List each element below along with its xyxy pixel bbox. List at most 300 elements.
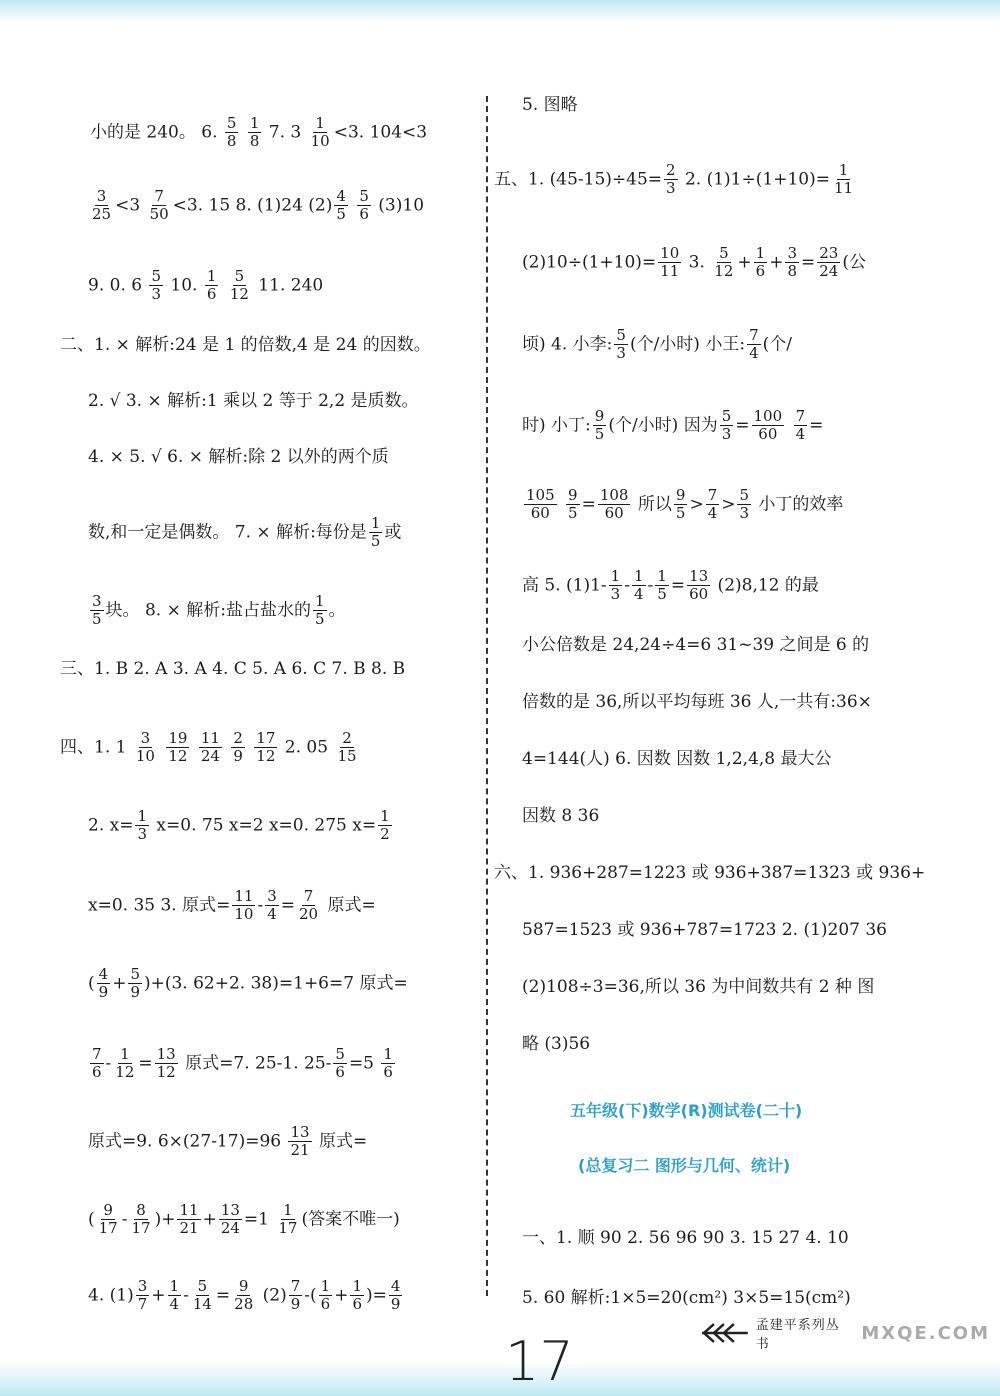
answer-line xyxy=(88,593,346,629)
fraction xyxy=(389,1278,403,1314)
fraction-numerator: 1 xyxy=(320,1277,331,1295)
fraction-numerator: 9 xyxy=(675,486,686,504)
fraction-denominator: 6 xyxy=(352,1295,363,1314)
fraction-denominator: 8 xyxy=(787,262,797,281)
answer-line xyxy=(494,865,925,882)
fraction-numerator: 1 xyxy=(610,567,621,585)
fraction-denominator: 3 xyxy=(616,344,626,363)
fraction-numerator: 3 xyxy=(96,187,107,205)
answer-text: 顷) 4. 小李: xyxy=(522,334,613,355)
answer-text: 原式=7. 25-1. 25- xyxy=(179,1053,332,1074)
answer-text: (个/小时) 因为 xyxy=(608,415,718,436)
answer-text: 三、1. B 2. A 3. A 4. C 5. A 6. C 7. B 8. B xyxy=(60,659,406,679)
fraction-denominator: 21 xyxy=(179,1219,199,1238)
fraction-numerator: 1 xyxy=(206,267,217,285)
answer-text: = xyxy=(215,1285,231,1306)
answer-text: 数,和一定是偶数。 7. × 解析:每份是 xyxy=(88,522,367,543)
fraction-denominator: 3 xyxy=(721,425,732,444)
fraction-numerator: 7 xyxy=(749,326,759,344)
answer-line xyxy=(88,888,376,924)
answer-text: = xyxy=(800,252,816,273)
answer-text: 因数 8 36 xyxy=(522,806,600,826)
fraction-denominator: 5 xyxy=(675,504,686,523)
fraction xyxy=(265,888,279,924)
fraction-denominator: 15 xyxy=(337,747,357,766)
answer-text xyxy=(191,737,196,757)
fraction xyxy=(90,188,113,224)
fraction-numerator: 7 xyxy=(707,486,718,504)
answer-text: 原式= xyxy=(313,1131,368,1152)
fraction-denominator: 4 xyxy=(633,585,644,604)
fraction-numerator: 1 xyxy=(315,114,325,132)
fraction-denominator: 11 xyxy=(660,262,680,281)
fraction xyxy=(276,1202,299,1238)
fraction xyxy=(148,188,171,224)
fraction-denominator: 4 xyxy=(267,905,277,924)
answer-text: 或 xyxy=(384,522,402,543)
fraction xyxy=(309,115,332,151)
answer-line xyxy=(522,568,819,604)
answer-line xyxy=(60,661,405,678)
answer-line xyxy=(88,393,419,410)
fraction xyxy=(737,487,751,523)
fraction-denominator: 8 xyxy=(226,132,237,151)
review-subtitle: (总复习二 图形与几何、统计) xyxy=(578,1156,791,1175)
fraction-denominator: 24 xyxy=(220,1219,240,1238)
fraction-denominator: 5 xyxy=(370,532,381,551)
answer-text: 原式= xyxy=(322,895,376,916)
fraction-denominator: 60 xyxy=(758,425,778,444)
watermark: MXQE.COM xyxy=(861,1322,990,1344)
answer-line xyxy=(88,966,408,1002)
answer-text: 4. (1) xyxy=(88,1285,134,1306)
fraction-denominator: 14 xyxy=(192,1295,212,1314)
answer-text: 六、1. 936+287=1223 或 936+387=1323 或 936+ xyxy=(494,863,926,883)
fraction-numerator: 13 xyxy=(290,1123,310,1141)
fraction-numerator: 19 xyxy=(168,729,188,747)
fraction xyxy=(205,268,219,304)
fraction-numerator: 17 xyxy=(256,729,276,747)
answer-text: 倍数的是 36,所以平均每班 36 人,一共有:36× xyxy=(522,692,872,712)
fraction-numerator: 3 xyxy=(787,244,797,262)
fraction-numerator: 1 xyxy=(169,1277,180,1295)
fraction-denominator: 24 xyxy=(819,262,839,281)
fraction xyxy=(752,408,785,444)
fraction xyxy=(712,245,735,281)
fraction-numerator: 5 xyxy=(335,1045,345,1063)
fraction-denominator: 3 xyxy=(666,179,676,198)
fraction xyxy=(706,487,720,523)
fraction-numerator: 4 xyxy=(390,1277,401,1295)
fraction-numerator: 105 xyxy=(526,486,555,504)
fraction-numerator: 10 xyxy=(660,244,680,262)
answer-text xyxy=(247,737,252,757)
fraction xyxy=(90,1046,104,1082)
answer-line xyxy=(522,808,599,825)
answer-line xyxy=(522,245,866,281)
answer-text: + xyxy=(151,1285,166,1306)
answer-line xyxy=(88,808,394,844)
fraction-numerator: 2 xyxy=(666,161,676,179)
answer-line xyxy=(522,1036,590,1053)
fraction-numerator: 5 xyxy=(234,267,245,285)
answer-line xyxy=(88,449,389,466)
fraction-denominator: 24 xyxy=(200,747,220,766)
fraction-numerator: 1 xyxy=(838,161,849,179)
answer-line xyxy=(522,1230,849,1247)
fraction-denominator: 12 xyxy=(714,262,734,281)
fraction-numerator: 1 xyxy=(120,1045,130,1063)
fraction-numerator: 23 xyxy=(819,244,839,262)
fraction xyxy=(248,115,262,151)
fraction-numerator: 7 xyxy=(92,1045,102,1063)
answer-line xyxy=(522,922,887,939)
fraction xyxy=(720,408,734,444)
fraction-denominator: 8 xyxy=(249,132,260,151)
fraction-numerator: 13 xyxy=(220,1201,240,1219)
fraction xyxy=(381,1046,395,1082)
fraction-denominator: 9 xyxy=(233,747,243,766)
answer-text: - xyxy=(183,1285,189,1306)
answer-text: - xyxy=(121,1209,128,1230)
fraction-numerator: 3 xyxy=(137,1277,148,1295)
answer-text: - xyxy=(257,895,264,916)
fraction xyxy=(168,1278,182,1314)
fraction-numerator: 5 xyxy=(739,486,750,504)
fraction xyxy=(817,245,840,281)
answer-text: 五、1. (45-15)÷45= xyxy=(494,169,663,190)
answer-text: = xyxy=(138,1053,153,1074)
fraction xyxy=(609,568,623,604)
answer-line xyxy=(88,515,401,551)
answer-line xyxy=(88,1046,397,1082)
fraction-numerator: 3 xyxy=(92,592,102,610)
fraction-denominator: 9 xyxy=(390,1295,401,1314)
fraction-denominator: 5 xyxy=(336,205,346,224)
fraction-denominator: 12 xyxy=(229,285,249,304)
answer-text: 二、1. × 解析:24 是 1 的倍数,4 是 24 的因数。 xyxy=(60,335,431,355)
answer-text: + xyxy=(112,973,127,994)
fraction xyxy=(177,1202,200,1238)
answer-line xyxy=(88,268,323,304)
fraction-numerator: 13 xyxy=(689,567,709,585)
fraction xyxy=(333,1046,347,1082)
fraction-denominator: 28 xyxy=(234,1295,254,1314)
answer-text: = xyxy=(735,415,750,436)
fraction-denominator: 10 xyxy=(234,905,254,924)
answer-text: 略 (3)56 xyxy=(522,1034,591,1054)
answer-text: 。 xyxy=(328,600,346,621)
fraction-denominator: 3 xyxy=(610,585,621,604)
fraction-numerator: 11 xyxy=(179,1201,199,1219)
answer-text: 3. xyxy=(683,252,711,273)
answer-text: -( xyxy=(304,1285,317,1306)
fraction-denominator: 11 xyxy=(833,179,854,198)
answer-text: (3)10 xyxy=(372,195,425,216)
fraction xyxy=(149,268,163,304)
fraction-denominator: 60 xyxy=(530,504,550,523)
answer-text: (2) xyxy=(257,1285,287,1306)
answer-text: - xyxy=(105,1053,112,1074)
answer-text: = xyxy=(280,895,295,916)
fraction-denominator: 17 xyxy=(278,1219,298,1238)
answer-line xyxy=(88,1202,400,1238)
fraction xyxy=(334,188,348,224)
answer-text: )= xyxy=(366,1285,387,1306)
answer-text: + xyxy=(737,252,752,273)
fraction-numerator: 1 xyxy=(283,1201,293,1219)
answer-text: x=0. 75 x=2 x=0. 275 x= xyxy=(151,815,377,836)
fraction-denominator: 6 xyxy=(320,1295,331,1314)
page-number: 17 xyxy=(505,1330,574,1393)
answer-text: 小丁的效率 xyxy=(753,494,844,515)
page-bottom-edge xyxy=(0,1362,1000,1396)
fraction-denominator: 12 xyxy=(156,1063,176,1082)
answer-text xyxy=(224,737,229,757)
fraction-denominator: 5 xyxy=(657,585,667,604)
fraction xyxy=(231,730,245,766)
answer-text: =5 xyxy=(348,1053,380,1074)
fraction xyxy=(232,888,255,924)
fraction-denominator: 10 xyxy=(135,747,155,766)
answer-text: 2. √ 3. × 解析:1 乘以 2 等于 2,2 是质数。 xyxy=(88,391,419,411)
fraction-numerator: 9 xyxy=(238,1277,249,1295)
fraction-numerator: 5 xyxy=(130,965,140,983)
fraction xyxy=(632,568,646,604)
fraction-numerator: 5 xyxy=(197,1277,208,1295)
answer-text: (2)8,12 的最 xyxy=(712,575,819,596)
answer-text xyxy=(159,737,164,757)
fraction xyxy=(129,1202,152,1238)
answer-text: ( xyxy=(88,1209,95,1230)
answer-text xyxy=(220,275,225,295)
fraction-numerator: 1 xyxy=(249,114,260,132)
fraction-numerator: 7 xyxy=(795,407,806,425)
fraction xyxy=(97,1202,120,1238)
fraction-denominator: 17 xyxy=(131,1219,151,1238)
answer-line xyxy=(522,751,832,768)
fraction xyxy=(319,1278,333,1314)
fraction xyxy=(378,808,392,844)
answer-line xyxy=(88,1124,367,1160)
fraction-numerator: 5 xyxy=(721,407,732,425)
answer-text: 四、1. 1 xyxy=(60,737,132,758)
answer-text: 2. x= xyxy=(88,815,134,836)
fraction xyxy=(134,730,157,766)
fraction-numerator: 1 xyxy=(370,514,381,532)
fraction-numerator: 2 xyxy=(233,729,243,747)
answer-text xyxy=(240,122,245,142)
answer-text: <3 xyxy=(115,195,146,216)
fraction-numerator: 7 xyxy=(303,887,314,905)
fraction xyxy=(664,162,678,198)
answer-text: (个/小时) 小王: xyxy=(629,334,746,355)
fraction xyxy=(566,487,580,523)
answer-text: = xyxy=(581,494,596,515)
fraction xyxy=(166,730,189,766)
fraction-denominator: 7 xyxy=(137,1295,148,1314)
answer-text: 4. × 5. √ 6. × 解析:除 2 以外的两个质 xyxy=(88,447,389,467)
answer-text: x=0. 35 3. 原式= xyxy=(88,895,231,916)
answer-text xyxy=(350,195,355,215)
answer-text: = xyxy=(809,415,824,436)
answer-text: + xyxy=(769,252,784,273)
answer-text: <3. 15 8. (1)24 (2) xyxy=(172,195,333,216)
answer-line xyxy=(90,115,427,151)
answer-line xyxy=(60,730,361,766)
answer-text: 块。 8. × 解析:盐占盐水的 xyxy=(105,600,311,621)
answer-text: 5. 60 解析:1×5=20(cm²) 3×5=15(cm²) xyxy=(522,1288,851,1308)
answer-text: - xyxy=(624,575,630,596)
fraction-numerator: 1 xyxy=(657,567,667,585)
answer-text: 11. 240 xyxy=(252,275,324,296)
answer-text: 2. 05 xyxy=(279,737,334,758)
answer-text: 9. 0. 6 xyxy=(88,275,148,296)
fraction-denominator: 5 xyxy=(594,425,605,444)
answer-text: )+ xyxy=(154,1209,176,1230)
fraction-numerator: 1 xyxy=(352,1277,363,1295)
fraction-numerator: 9 xyxy=(568,486,578,504)
fraction xyxy=(832,162,855,198)
fraction xyxy=(313,593,327,629)
answer-text: = xyxy=(670,575,686,596)
arrow-left-icon xyxy=(700,1321,750,1345)
fraction-denominator: 4 xyxy=(707,504,718,523)
fraction xyxy=(228,268,251,304)
answer-text: (答案不唯一) xyxy=(301,1209,400,1230)
brand-text: 孟建平系列丛书 xyxy=(755,1318,840,1352)
fraction-numerator: 8 xyxy=(136,1201,146,1219)
fraction-denominator: 12 xyxy=(256,747,276,766)
answer-text: =1 xyxy=(243,1209,275,1230)
fraction-denominator: 6 xyxy=(206,285,217,304)
fraction-denominator: 4 xyxy=(749,344,759,363)
fraction-denominator: 3 xyxy=(151,285,162,304)
fraction xyxy=(191,1278,214,1314)
fraction-numerator: 5 xyxy=(616,326,626,344)
fraction-numerator: 5 xyxy=(151,267,162,285)
fraction xyxy=(598,487,631,523)
fraction xyxy=(674,487,688,523)
answer-line xyxy=(522,408,823,444)
fraction xyxy=(225,115,239,151)
fraction xyxy=(785,245,799,281)
fraction-numerator: 9 xyxy=(594,407,605,425)
fraction xyxy=(350,1278,364,1314)
fraction-numerator: 1 xyxy=(755,244,766,262)
fraction xyxy=(524,487,557,523)
fraction-numerator: 7 xyxy=(154,187,164,205)
fraction-denominator: 6 xyxy=(92,1063,102,1082)
answer-text xyxy=(786,415,791,435)
answer-text: 一、1. 顺 90 2. 56 96 90 3. 15 27 4. 10 xyxy=(522,1228,849,1248)
fraction-denominator: 60 xyxy=(604,504,624,523)
fraction-denominator: 5 xyxy=(568,504,578,523)
fraction xyxy=(687,568,710,604)
answer-line xyxy=(88,188,424,224)
fraction xyxy=(113,1046,136,1082)
answer-text: 7. 3 xyxy=(263,122,307,143)
fraction-numerator: 3 xyxy=(140,729,151,747)
fraction-denominator: 5 xyxy=(92,610,102,629)
fraction xyxy=(136,1278,150,1314)
fraction xyxy=(655,568,669,604)
fraction xyxy=(335,730,358,766)
answer-text: 高 5. (1)1- xyxy=(522,575,607,596)
fraction-denominator: 20 xyxy=(299,905,319,924)
fraction xyxy=(232,1278,255,1314)
fraction-denominator: 10 xyxy=(310,132,330,151)
answer-text: )+(3. 62+2. 38)=1+6=7 原式= xyxy=(143,973,408,994)
fraction xyxy=(369,515,383,551)
fraction-denominator: 12 xyxy=(115,1063,135,1082)
fraction xyxy=(90,593,104,629)
fraction-numerator: 1 xyxy=(380,807,390,825)
fraction xyxy=(747,327,761,363)
fraction xyxy=(199,730,222,766)
fraction-numerator: 108 xyxy=(599,486,629,504)
fraction-denominator: 6 xyxy=(335,1063,345,1082)
fraction xyxy=(254,730,277,766)
fraction xyxy=(289,1278,303,1314)
fraction-numerator: 5 xyxy=(359,187,369,205)
fraction-numerator: 5 xyxy=(226,114,237,132)
fraction-denominator: 12 xyxy=(168,747,188,766)
answer-line xyxy=(60,337,431,354)
answer-text: <3. 104<3 xyxy=(333,122,428,143)
answer-line xyxy=(494,162,857,198)
fraction xyxy=(128,966,142,1002)
answer-text: (个/ xyxy=(762,334,792,355)
answer-line xyxy=(522,637,869,654)
fraction xyxy=(219,1202,242,1238)
fraction xyxy=(754,245,768,281)
answer-text: 4=144(人) 6. 因数 因数 1,2,4,8 最大公 xyxy=(522,749,832,769)
fraction-denominator: 5 xyxy=(314,610,325,629)
answer-text: + xyxy=(202,1209,217,1230)
fraction-denominator: 9 xyxy=(290,1295,301,1314)
answer-text: (2)108÷3=36,所以 36 为中间数共有 2 种 图 xyxy=(522,977,875,997)
fraction-numerator: 9 xyxy=(103,1201,113,1219)
answer-text: 2. (1)1÷(1+10)= xyxy=(679,169,830,190)
answer-text: 小的是 240。 6. xyxy=(90,122,223,143)
fraction-denominator: 6 xyxy=(383,1063,393,1082)
fraction-denominator: 17 xyxy=(98,1219,118,1238)
fraction-denominator: 60 xyxy=(689,585,709,604)
fraction xyxy=(593,408,607,444)
answer-text: 10. xyxy=(165,275,203,296)
answer-text: 587=1523 或 936+787=1723 2. (1)207 36 xyxy=(522,920,888,940)
answer-text: 小公倍数是 24,24÷4=6 31~39 之间是 6 的 xyxy=(522,635,870,655)
fraction-numerator: 2 xyxy=(342,729,352,747)
column-divider xyxy=(486,96,488,1296)
answer-text: > xyxy=(721,494,736,515)
answer-line xyxy=(522,487,843,523)
fraction-denominator: 3 xyxy=(739,504,750,523)
answer-text: > xyxy=(689,494,704,515)
fraction-denominator: 9 xyxy=(130,983,140,1002)
page-top-edge xyxy=(0,0,1000,22)
fraction xyxy=(155,1046,178,1082)
fraction-numerator: 1 xyxy=(137,807,148,825)
fraction-numerator: 11 xyxy=(234,887,254,905)
answer-text: 5. 图略 xyxy=(522,95,578,115)
fraction-numerator: 3 xyxy=(267,887,277,905)
answer-text: (2)10÷(1+10)= xyxy=(522,252,657,273)
fraction-denominator: 4 xyxy=(795,425,806,444)
fraction xyxy=(135,808,149,844)
fraction xyxy=(794,408,808,444)
